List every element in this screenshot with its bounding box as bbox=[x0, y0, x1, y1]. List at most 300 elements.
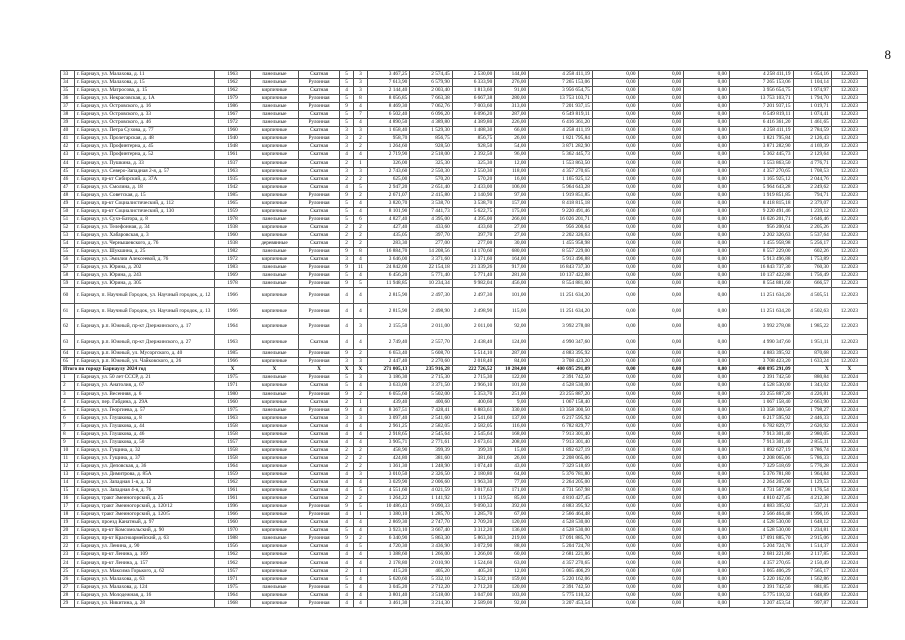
cell-tot: 6 782 829,77 bbox=[729, 422, 793, 430]
table-row bbox=[61, 591, 868, 599]
cell-d: 12.2023 bbox=[831, 239, 867, 247]
cell-i: 45 bbox=[61, 167, 75, 175]
cell-fl: 4 bbox=[340, 438, 354, 446]
cell-u: 4 505,51 bbox=[793, 288, 831, 304]
cell-fl: 2 bbox=[340, 462, 354, 470]
cell-ent: 4 bbox=[354, 103, 368, 111]
cell-cost: 5 913 496,88 bbox=[529, 256, 593, 264]
cell-a2: 405,20 bbox=[410, 567, 452, 575]
cell-wall: кирпичные bbox=[251, 503, 299, 511]
cell-p: 64,00 bbox=[495, 470, 529, 478]
cell-i: 33 bbox=[61, 71, 75, 79]
cell-wall: кирпичные bbox=[251, 479, 299, 487]
cell-fl: 3 bbox=[340, 358, 354, 366]
cell-wall: кирпичные bbox=[251, 288, 299, 304]
cell-addr: г. Барнаул, ул. Глушкова, д. 8 bbox=[74, 414, 214, 422]
cell-ent: 4 bbox=[354, 422, 368, 430]
cell-tot: 6 416 361,20 bbox=[729, 119, 793, 127]
cell-e1: 0,00 bbox=[592, 159, 638, 167]
cell-d: 12.2023 bbox=[831, 87, 867, 95]
cell-e1: 0,00 bbox=[592, 454, 638, 462]
cell-u: 1 074,41 bbox=[793, 111, 831, 119]
cell-u: 2 205,26 bbox=[793, 223, 831, 231]
cell-a3: 3 532,10 bbox=[452, 575, 494, 583]
cell-ent: 2 bbox=[354, 223, 368, 231]
cell-ent: 2 bbox=[354, 239, 368, 247]
cell-cost: 4 528 530,00 bbox=[529, 382, 593, 390]
cell-e3: 0,00 bbox=[684, 487, 730, 495]
table-row bbox=[61, 239, 868, 247]
cell-a3: 1 119,52 bbox=[452, 495, 494, 503]
cell-p: 171,00 bbox=[495, 487, 529, 495]
cell-e1: 0,00 bbox=[592, 191, 638, 199]
cell-e2: 0,00 bbox=[638, 462, 684, 470]
cell-a1: 2 918,65 bbox=[367, 430, 409, 438]
cell-u: 1 104,14 bbox=[793, 79, 831, 87]
cell-p: 136,00 bbox=[495, 527, 529, 535]
cell-tot: 13 753 103,71 bbox=[729, 95, 793, 103]
cell-fl: 5 bbox=[340, 207, 354, 215]
cell-addr: г. Барнаул, ул. Некрасовская, д. 1А bbox=[74, 95, 214, 103]
cell-i: 16 bbox=[61, 495, 75, 503]
cell-e1: 0,00 bbox=[592, 231, 638, 239]
cell-d: 12.2024 bbox=[831, 422, 867, 430]
cell-ent: 4 bbox=[354, 151, 368, 159]
cell-a2: 1 285,70 bbox=[410, 511, 452, 519]
cell-u: 1 708,53 bbox=[793, 167, 831, 175]
cell-ent: 8 bbox=[354, 95, 368, 103]
cell-addr: г. Барнаул, ул. Чернышевского, д. 76 bbox=[74, 239, 214, 247]
cell-d: 12.2024 bbox=[831, 470, 867, 478]
cell-e3: 0,00 bbox=[684, 470, 730, 478]
cell-i: 65 bbox=[61, 358, 75, 366]
cell-roof: Скатная bbox=[298, 591, 339, 599]
table-row bbox=[61, 135, 868, 143]
cell-a2: 570,20 bbox=[410, 175, 452, 183]
cell-ent: 4 bbox=[354, 479, 368, 487]
table-row bbox=[61, 430, 868, 438]
cell-ent: 3 bbox=[354, 79, 368, 87]
cell-tot: 956 200,64 bbox=[729, 223, 793, 231]
cell-roof: Скатная bbox=[298, 175, 339, 183]
cell-year: 1962 bbox=[214, 79, 250, 87]
cell-a2: 2 582,05 bbox=[410, 422, 452, 430]
table-row bbox=[61, 303, 868, 319]
cell-u: 880,84 bbox=[793, 374, 831, 382]
cell-fl: 2 bbox=[340, 454, 354, 462]
cell-e2: 0,00 bbox=[638, 303, 684, 319]
cell-a3: 400,60 bbox=[452, 398, 494, 406]
cell-tot: 2 208 065,06 bbox=[729, 454, 793, 462]
cell-roof: Рулонная bbox=[298, 199, 339, 207]
cell-e2: 0,00 bbox=[638, 272, 684, 280]
cell-fl: 9 bbox=[340, 390, 354, 398]
table-row bbox=[61, 535, 868, 543]
cell-e1: 0,00 bbox=[592, 591, 638, 599]
cell-year: 1937 bbox=[214, 159, 250, 167]
cell-addr: г. Барнаул, ул. Глушкова, д. 44 bbox=[74, 422, 214, 430]
cell-e3: 0,00 bbox=[684, 199, 730, 207]
cell-e2: 0,00 bbox=[638, 414, 684, 422]
cell-roof: Рулонная bbox=[298, 119, 339, 127]
cell-ent: 4 bbox=[354, 559, 368, 567]
cell-cost: 23 255 887,20 bbox=[529, 390, 593, 398]
cell-a1: 6 055,60 bbox=[367, 390, 409, 398]
cell-fl: 4 bbox=[340, 559, 354, 567]
cell-tot: 7 913 301,40 bbox=[729, 430, 793, 438]
cell-addr: г. Барнаул, ул. Шукшина, д. 25 bbox=[74, 248, 214, 256]
cell-e1: 0,00 bbox=[592, 438, 638, 446]
cell-fl: 5 bbox=[340, 583, 354, 591]
cell-a1: 2 178,80 bbox=[367, 559, 409, 567]
cell-p: 281,00 bbox=[495, 272, 529, 280]
cell-u: 2 150,49 bbox=[793, 559, 831, 567]
cell-addr: г. Барнаул, ул. Ленина, д. 90 bbox=[74, 543, 214, 551]
cell-addr: г. Барнаул, ул. Малахова, д. 15 bbox=[74, 79, 214, 87]
cell-tot: 2 681 221,86 bbox=[729, 551, 793, 559]
cell-e1: 0,00 bbox=[592, 479, 638, 487]
cell-e1: 0,00 bbox=[592, 280, 638, 288]
table-row bbox=[61, 199, 868, 207]
cell-year: 1975 bbox=[214, 406, 250, 414]
cell-wall: кирпичные bbox=[251, 358, 299, 366]
cell-addr: г. Барнаул, ул. Юрина, д. 243 bbox=[74, 272, 214, 280]
cell-fl: 4 bbox=[340, 87, 354, 95]
cell-cost: 16 026 201,71 bbox=[529, 215, 593, 223]
cell-cost: 13 358 300,50 bbox=[529, 406, 593, 414]
table-row bbox=[61, 167, 868, 175]
cell-e3: 0,00 bbox=[684, 358, 730, 366]
cell-d: 12.2023 bbox=[831, 79, 867, 87]
cell-roof: Скатная bbox=[298, 519, 339, 527]
cell-a2: 928,50 bbox=[410, 143, 452, 151]
cell-e2: 0,00 bbox=[638, 135, 684, 143]
cell-d: 12.2023 bbox=[831, 272, 867, 280]
cell-e1: 0,00 bbox=[592, 390, 638, 398]
cell-ent: 5 bbox=[354, 280, 368, 288]
cell-tot: 10 137 422,88 bbox=[729, 272, 793, 280]
cell-e3: 0,00 bbox=[684, 374, 730, 382]
cell-year: 1978 bbox=[214, 215, 250, 223]
cell-roof: Рулонная bbox=[298, 272, 339, 280]
cell-year: 1962 bbox=[214, 87, 250, 95]
cell-cost: 4 258 411,19 bbox=[529, 71, 593, 79]
cell-wall: панельные bbox=[251, 248, 299, 256]
cell-a2: 2 557,70 bbox=[410, 334, 452, 350]
cell-e3: 0,00 bbox=[684, 280, 730, 288]
cell-p: 164,00 bbox=[495, 256, 529, 264]
cell-tot: 5 204 724,78 bbox=[729, 543, 793, 551]
cell-e1: 0,00 bbox=[592, 111, 638, 119]
cell-e2: 0,00 bbox=[638, 479, 684, 487]
table-row bbox=[61, 272, 868, 280]
cell-i: 43 bbox=[61, 151, 75, 159]
cell-tot: 8 557 229,00 bbox=[729, 248, 793, 256]
cell-addr: г. Барнаул, ул. Юрина, д. 305 bbox=[74, 280, 214, 288]
cell-wall: кирпичные bbox=[251, 454, 299, 462]
cell-e2: 0,00 bbox=[638, 398, 684, 406]
cell-e1: 0,00 bbox=[592, 551, 638, 559]
cell-e2: 0,00 bbox=[638, 535, 684, 543]
cell-a1: 5 620,60 bbox=[367, 575, 409, 583]
cell-e2: 0,00 bbox=[638, 438, 684, 446]
cell-e2: 0,00 bbox=[638, 519, 684, 527]
cell-addr: г. Барнаул, ул. Малахова, д. 11 bbox=[74, 71, 214, 79]
cell-a2: 5 502,00 bbox=[410, 390, 452, 398]
cell-addr: г. Барнаул, пр-кт Социалистический, д. 112 bbox=[74, 199, 214, 207]
cell-e1: 0,00 bbox=[592, 559, 638, 567]
cell-fl: 2 bbox=[340, 567, 354, 575]
cell-roof: Рулонная bbox=[298, 511, 339, 519]
cell-tot: 400 095 291,09 bbox=[729, 366, 793, 374]
cell-a3: 9 982,04 bbox=[452, 280, 494, 288]
cell-e3: 0,00 bbox=[684, 599, 730, 607]
cell-year: 1971 bbox=[214, 575, 250, 583]
cell-year: 1948 bbox=[214, 143, 250, 151]
cell-p: 330,00 bbox=[495, 406, 529, 414]
cell-i: 56 bbox=[61, 256, 75, 264]
table-row bbox=[61, 248, 868, 256]
cell-e3: 0,00 bbox=[684, 422, 730, 430]
table-row bbox=[61, 95, 868, 103]
cell-i: 28 bbox=[61, 591, 75, 599]
cell-a3: 6 667,38 bbox=[452, 95, 494, 103]
cell-roof: Рулонная bbox=[298, 599, 339, 607]
table-row bbox=[61, 111, 868, 119]
cell-tot: 13 358 300,50 bbox=[729, 406, 793, 414]
cell-d: 12.2023 bbox=[831, 135, 867, 143]
cell-a2: 5 771,40 bbox=[410, 272, 452, 280]
cell-d: 12.2024 bbox=[831, 551, 867, 559]
cell-e2: 0,00 bbox=[638, 567, 684, 575]
table-row bbox=[61, 183, 868, 191]
cell-e3: 0,00 bbox=[684, 511, 730, 519]
cell-a2: 2 010,90 bbox=[410, 559, 452, 567]
cell-e3: 0,00 bbox=[684, 303, 730, 319]
cell-a2: 7 663,38 bbox=[410, 95, 452, 103]
cell-a2: 3 371,50 bbox=[410, 382, 452, 390]
cell-e2: 0,00 bbox=[638, 127, 684, 135]
cell-tot: 4 357 270,65 bbox=[729, 167, 793, 175]
cell-e1: 0,00 bbox=[592, 87, 638, 95]
cell-addr: г. Барнаул, тракт Змеиногорский, д. 25 bbox=[74, 495, 214, 503]
cell-a3: 5 771,40 bbox=[452, 272, 494, 280]
cell-a3: 2 712,20 bbox=[452, 583, 494, 591]
cell-fl: 2 bbox=[340, 446, 354, 454]
cell-cost: 1 455 958,98 bbox=[529, 239, 593, 247]
table-row bbox=[61, 575, 868, 583]
cell-a1: 2 719,90 bbox=[367, 151, 409, 159]
table-row bbox=[61, 319, 868, 335]
table-row bbox=[61, 103, 868, 111]
cell-d: 12.2023 bbox=[831, 319, 867, 335]
cell-u: 4 226,81 bbox=[793, 390, 831, 398]
cell-a1: 3 045,20 bbox=[367, 583, 409, 591]
cell-e1: 0,00 bbox=[592, 495, 638, 503]
cell-fl: 2 bbox=[340, 398, 354, 406]
cell-i: 40 bbox=[61, 127, 75, 135]
cell-d: 12.2024 bbox=[831, 446, 867, 454]
cell-fl: 5 bbox=[340, 374, 354, 382]
cell-e3: 0,00 bbox=[684, 191, 730, 199]
cell-addr: г. Барнаул, ул. Димитрова, д. 85А bbox=[74, 470, 214, 478]
cell-roof: Скатная bbox=[298, 487, 339, 495]
cell-ent: 11 bbox=[354, 264, 368, 272]
cell-fl: 9 bbox=[340, 248, 354, 256]
table-row bbox=[61, 599, 868, 607]
cell-e2: 0,00 bbox=[638, 575, 684, 583]
cell-a1: 24 842,00 bbox=[367, 264, 409, 272]
cell-e3: 0,00 bbox=[684, 559, 730, 567]
cell-fl: 5 bbox=[340, 71, 354, 79]
table-row bbox=[61, 175, 868, 183]
cell-tot: 7 201 937,15 bbox=[729, 103, 793, 111]
cell-a3: 397,70 bbox=[452, 231, 494, 239]
cell-year: 1957 bbox=[214, 567, 250, 575]
cell-e1: 0,00 bbox=[592, 135, 638, 143]
cell-year: 1964 bbox=[214, 591, 250, 599]
cell-addr: г. Барнаул, тракт Змеиногорский, д. 120/12 bbox=[74, 503, 214, 511]
cell-p: 313,00 bbox=[495, 103, 529, 111]
cell-roof: Скатная bbox=[298, 551, 339, 559]
cell-u: 1 951,11 bbox=[793, 334, 831, 350]
cell-d: 12.2024 bbox=[831, 406, 867, 414]
cell-p: 456,00 bbox=[495, 280, 529, 288]
page-number: 8 bbox=[884, 47, 891, 62]
cell-a1: 427,40 bbox=[367, 223, 409, 231]
cell-fl: X bbox=[340, 366, 354, 374]
cell-i: 44 bbox=[61, 159, 75, 167]
cell-year: 1986 bbox=[214, 103, 250, 111]
cell-e3: 0,00 bbox=[684, 591, 730, 599]
cell-tot: 1 919 851,85 bbox=[729, 191, 793, 199]
cell-e1: 0,00 bbox=[592, 207, 638, 215]
cell-u: X bbox=[793, 366, 831, 374]
cell-addr: г. Барнаул, ул. Весенняя, д. 6 bbox=[74, 390, 214, 398]
cell-a3: 2 497,30 bbox=[452, 288, 494, 304]
cell-p: 15,00 bbox=[495, 446, 529, 454]
cell-u: 1 654,16 bbox=[793, 71, 831, 79]
cell-year: 1961 bbox=[214, 151, 250, 159]
cell-a1: 3 923,10 bbox=[367, 527, 409, 535]
cell-fl: 4 bbox=[340, 430, 354, 438]
cell-roof: Скатная bbox=[298, 454, 339, 462]
cell-addr: г. Барнаул, ул. Никитина, д. 28 bbox=[74, 599, 214, 607]
cell-u: 1 964,84 bbox=[793, 470, 831, 478]
cell-wall: кирпичные bbox=[251, 334, 299, 350]
cell-roof: Рулонная bbox=[298, 280, 339, 288]
cell-e3: 0,00 bbox=[684, 135, 730, 143]
cell-addr: г. Барнаул, ул. Юрина, д. 202 bbox=[74, 264, 214, 272]
cell-i: 23 bbox=[61, 551, 75, 559]
cell-tot: 5 362 445,73 bbox=[729, 151, 793, 159]
cell-d: 12.2023 bbox=[831, 199, 867, 207]
table-row bbox=[61, 462, 868, 470]
table-row bbox=[61, 551, 868, 559]
cell-p: 16,00 bbox=[495, 175, 529, 183]
cell-addr: г. Барнаул, ул. Хабаровская, д. 3 bbox=[74, 231, 214, 239]
cell-cost: 1 553 863,50 bbox=[529, 159, 593, 167]
cell-addr: г. Барнаул, ул. Западная 4-я, д. 76 bbox=[74, 487, 214, 495]
cell-addr: г. Барнаул, пер. Габдина, д. 29А bbox=[74, 398, 214, 406]
cell-u: 2 129,64 bbox=[793, 151, 831, 159]
cell-u: 2 980,05 bbox=[793, 430, 831, 438]
cell-fl: 5 bbox=[340, 382, 354, 390]
cell-a2: 2 541,60 bbox=[410, 414, 452, 422]
cell-d: 12.2024 bbox=[831, 583, 867, 591]
cell-year: 1960 bbox=[214, 398, 250, 406]
cell-e2: 0,00 bbox=[638, 119, 684, 127]
cell-d: 12.2024 bbox=[831, 382, 867, 390]
cell-i: 5 bbox=[61, 406, 75, 414]
cell-tot: 1 821 795,84 bbox=[729, 135, 793, 143]
cell-e3: 0,00 bbox=[684, 446, 730, 454]
cell-a1: 326,00 bbox=[367, 159, 409, 167]
cell-a2: 7 062,76 bbox=[410, 103, 452, 111]
cell-ent: 2 bbox=[354, 135, 368, 143]
cell-fl: 2 bbox=[340, 231, 354, 239]
table-row bbox=[61, 390, 868, 398]
cell-ent: 3 bbox=[354, 71, 368, 79]
cell-ent: 4 bbox=[354, 599, 368, 607]
cell-e2: 0,00 bbox=[638, 159, 684, 167]
cell-e1: 0,00 bbox=[592, 288, 638, 304]
cell-wall: кирпичные bbox=[251, 575, 299, 583]
cell-fl: 4 bbox=[340, 288, 354, 304]
cell-e1: 0,00 bbox=[592, 430, 638, 438]
cell-fl: 3 bbox=[340, 135, 354, 143]
cell-cost: 5 775 110,32 bbox=[529, 591, 593, 599]
cell-e3: 0,00 bbox=[684, 231, 730, 239]
cell-p: 106,00 bbox=[495, 183, 529, 191]
cell-e1: 0,00 bbox=[592, 239, 638, 247]
cell-e2: 0,00 bbox=[638, 382, 684, 390]
table-row bbox=[61, 422, 868, 430]
cell-cost: 6 549 819,11 bbox=[529, 111, 593, 119]
cell-wall: панельные bbox=[251, 406, 299, 414]
cell-d: 12.2024 bbox=[831, 567, 867, 575]
cell-e2: 0,00 bbox=[638, 430, 684, 438]
cell-addr: г. Барнаул, ул. Пролетарская, д. 48 bbox=[74, 135, 214, 143]
cell-i: 18 bbox=[61, 511, 75, 519]
cell-i: 4 bbox=[61, 398, 75, 406]
table-row bbox=[61, 143, 868, 151]
cell-wall: кирпичные bbox=[251, 567, 299, 575]
cell-year: 1962 bbox=[214, 551, 250, 559]
cell-year: 1966 bbox=[214, 303, 250, 319]
cell-wall: панельные bbox=[251, 264, 299, 272]
cell-e1: 0,00 bbox=[592, 79, 638, 87]
cell-i: 13 bbox=[61, 470, 75, 478]
cell-addr: г. Барнаул, п. Научный Городок, ул. Научный городок, д. 12 bbox=[74, 288, 214, 304]
cell-i: 59 bbox=[61, 280, 75, 288]
cell-ent: 2 bbox=[354, 231, 368, 239]
cell-e1: 0,00 bbox=[592, 527, 638, 535]
cell-year: 1963 bbox=[214, 167, 250, 175]
cell-year: 1961 bbox=[214, 495, 250, 503]
cell-roof: Рулонная bbox=[298, 319, 339, 335]
cell-a3: 856,75 bbox=[452, 135, 494, 143]
cell-addr: г. Барнаул, ул. Петра Сухова, д. 77 bbox=[74, 127, 214, 135]
cell-e3: 0,00 bbox=[684, 127, 730, 135]
cell-a2: 1 141,92 bbox=[410, 495, 452, 503]
cell-fl: 3 bbox=[340, 167, 354, 175]
cell-d: 12.2023 bbox=[831, 248, 867, 256]
cell-addr: г. Барнаул, ул. Советская, д. 15 bbox=[74, 191, 214, 199]
cell-a3: 2 541,60 bbox=[452, 414, 494, 422]
cell-cost: 2 681 221,86 bbox=[529, 551, 593, 559]
cell-u: 1 794,70 bbox=[793, 95, 831, 103]
